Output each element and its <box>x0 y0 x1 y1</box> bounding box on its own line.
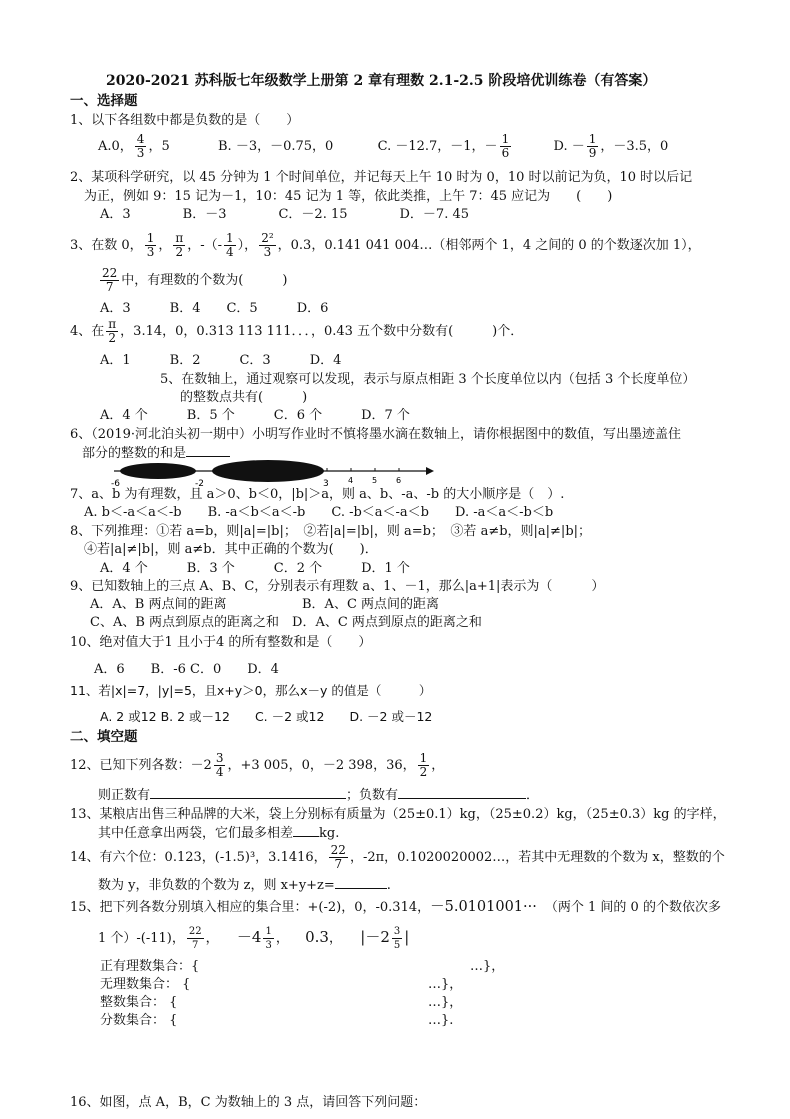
q7-stem: 7、a、b 为有理数，且 a＞0、b＜0，|b|＞a，则 a、b、-a、-b 的大小顺序是（ ）. <box>70 487 565 502</box>
q13-line2: 其中任意拿出两袋，它们最多相差 kg. <box>98 826 340 841</box>
q1-option-a: A.0， $\frac{4}{3}$ ，5 <box>98 132 170 160</box>
q1-option-c: C. －12.7，－1，－ $\frac{1}{6}$ <box>377 132 510 160</box>
section-heading-choice: 一、选择题 <box>70 93 138 109</box>
number-line-arrow <box>426 467 434 475</box>
q1-option-b: B. －3，－0.75，0 <box>218 139 334 154</box>
q12-stem: 12、已知下列各数：－2 $\frac{3}{4}$ ，+3 005，0，－2 398，36， $\frac{1}{2}$ ， <box>70 751 445 779</box>
q15-set-irrational-end: …}， <box>428 977 463 992</box>
q3-options: A．3 B．4 C．5 D．6 <box>100 301 329 316</box>
q15-set-integer-end: …}， <box>428 995 463 1010</box>
q2-line2: 为正，例如 9：15 记为－1，10：45 记为 1 等，依此类推，上午 7：45 应记为 ( ) <box>84 189 613 204</box>
q15-set-integer-label: 整数集合： { <box>100 995 178 1010</box>
q15-set-positive-rational-label: 正有理数集合：{ <box>100 959 200 974</box>
q9-options-cd: C、A、B 两点到原点的距离之和 D．A、C 两点到原点的距离之和 <box>90 615 482 630</box>
q6-line1: 6、（2019·河北泊头初一期中）小明写作业时不慎将墨水滴在数轴上，请你根据图中的数值，写出墨迹盖住 <box>70 427 681 442</box>
q16-stem: 16、如图，点 A，B，C 为数轴上的 3 点，请回答下列问题： <box>70 1095 427 1110</box>
q11-stem: 11、若|x|=7，|y|=5，且x+y＞0，那么x－y 的值是（ ） <box>70 683 432 698</box>
q9-option-b: B．A、C 两点间的距离 <box>302 597 440 612</box>
axis-label-5: 5 <box>372 476 378 485</box>
q13-line1: 13、某粮店出售三种品牌的大米，袋上分别标有质量为（25±0.1）kg，（25±0.2）kg，（25±0.3）kg 的字样， <box>70 807 726 822</box>
q4-stem: 4、在 $\frac{\pi}{2}$ ，3.14，0，0.313 113 111．．．，0.43 五个数中分数有( )个． <box>70 317 524 345</box>
q15-line2: 1 个）-(-11)， $\frac{22}{7}$ ， －4 $\frac{1}{3}$ ， 0.3， |－2 $\frac{3}{5}$ | <box>98 926 410 951</box>
q8-line1: 8、下列推理：①若 a=b，则|a|=|b|； ②若|a|=|b|，则 a=b； ③若 a≠b，则|a|≠|b|； <box>70 524 592 539</box>
q9-stem: 9、已知数轴上的三点 A、B、C，分别表示有理数 a、1、－1，那么|a+1|表示为（ ） <box>70 579 605 594</box>
q15-set-fraction-end: …}. <box>428 1013 454 1028</box>
q4-options: A．1 B．2 C．3 D．4 <box>100 353 342 368</box>
axis-label-neg6: -6 <box>111 479 120 489</box>
q6-line2: 部分的整数的和是 <box>82 444 230 463</box>
q1-stem: 1、以下各组数中都是负数的是（ ） <box>70 113 300 128</box>
page-title: 2020-2021 苏科版七年级数学上册第 2 章有理数 2.1-2.5 阶段培优训练卷（有答案） <box>106 73 657 89</box>
q14-line2: 数为 y，非负数的个数为 z，则 x+y+z= . <box>98 878 391 893</box>
q1-option-d: D. － $\frac{1}{9}$ ，－3.5，0 <box>553 132 669 160</box>
q3-line2: $\frac{22}{7}$ 中，有理数的个数为( ) <box>102 266 288 294</box>
section-heading-fill: 二、填空题 <box>70 729 138 745</box>
axis-label-4: 4 <box>348 476 354 485</box>
q9-option-a: A．A、B 两点间的距离 <box>90 597 227 612</box>
q10-stem: 10、绝对值大于1 且小于4 的所有整数和是（ ） <box>70 635 372 650</box>
ink-blot-right <box>212 460 324 482</box>
q2-options: A．3 B．－3 C．－2. 15 D．－7. 45 <box>100 207 470 222</box>
q14-stem: 14、有六个位：0.123，(-1.5)³，3.1416， $\frac{22}{7}$ ，-2π，0.1020020002…，若其中无理数的个数为 x，整数的个 <box>70 843 725 871</box>
axis-label-6: 6 <box>396 476 402 485</box>
q5-line1: 5、在数轴上，通过观察可以发现，表示与原点相距 3 个长度单位以内（包括 3 个长度单位） <box>160 372 696 387</box>
axis-label-neg2: -2 <box>195 479 204 489</box>
axis-label-3: 3 <box>323 479 329 489</box>
q5-line2: 的整数点共有( ) <box>180 390 308 405</box>
q1-options <box>98 132 668 162</box>
q2-line1: 2、某项科学研究，以 45 分钟为 1 个时间单位，并记每天上午 10 时为 0，10 时以前记为负，10 时以后记 <box>70 170 693 185</box>
q15-set-positive-rational-end: …}， <box>470 959 505 974</box>
ink-blot-left <box>120 463 196 479</box>
q12-line2: 则正数有 ；负数有 ． <box>98 788 540 803</box>
q8-line2: ④若|a|≠|b|，则 a≠b．其中正确的个数为( )． <box>84 542 378 557</box>
q15-set-fraction-label: 分数集合： { <box>100 1013 178 1028</box>
q5-options: A．4 个 B．5 个 C．6 个 D．7 个 <box>100 408 410 423</box>
q10-options: A．6 B．-6 C．0 D．4 <box>94 662 279 677</box>
q11-options: A. 2 或12 B. 2 或－12 C. －2 或12 D. －2 或－12 <box>100 709 433 724</box>
q3-stem: 3、在数 0， $\frac{1}{3}$ ， $\frac{\pi}{2}$ ，-（- $\frac{1}{4}$ ）， $\frac{\text{2²}}{3}$ ，0.3，0.141 041 004…（相邻两个 1，4 之间的 0 的个数逐次加 1）， <box>70 231 701 259</box>
q15-stem: 15、把下列各数分别填入相应的集合里：+(-2)，0，-0.314，－5.0101001··· （两个 1 间的 0 的个数依次多 <box>70 899 721 915</box>
q15-set-irrational-label: 无理数集合： { <box>100 977 191 992</box>
q8-options: A．4 个 B．3 个 C．2 个 D．1 个 <box>100 561 410 576</box>
q7-options: A. b＜-a＜a＜-b B. -a＜b＜a＜-b C. -b＜a＜-a＜b D. -a＜a＜-b＜b <box>84 505 554 520</box>
